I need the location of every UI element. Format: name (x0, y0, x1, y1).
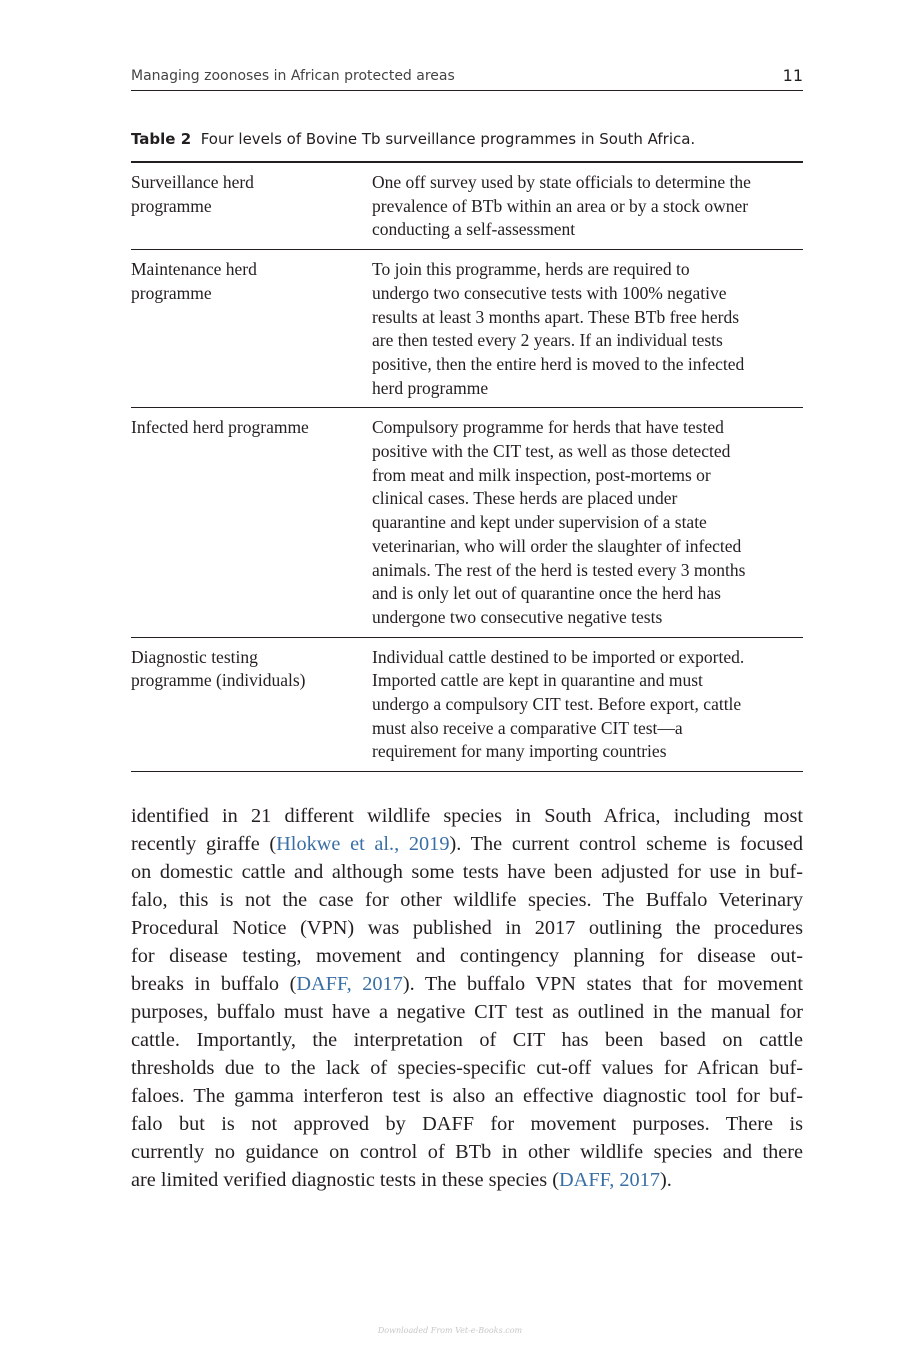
body-text-segment: purposes, buffalo must have a negative CIT test as outlined in the manual for (131, 1001, 803, 1023)
citation-link[interactable]: Hlokwe et al., 2019 (276, 833, 450, 855)
surveillance-table (131, 161, 803, 772)
body-text-segment: ). The current control scheme is focused (449, 833, 803, 855)
body-text-segment: ). The buffalo VPN states that for movement (402, 973, 803, 995)
programme-description-cell (372, 162, 803, 250)
programme-description-line: must also receive a comparative CIT test—a (372, 717, 683, 738)
table-caption-text: Four levels of Bovine Tb surveillance programmes in South Africa. (200, 130, 696, 148)
programme-description-line: and is only let out of quarantine once the herd has (372, 583, 721, 604)
programme-name-line: Diagnostic testing (131, 646, 258, 667)
programme-description-line: conducting a self-assessment (372, 219, 576, 240)
body-line (131, 1026, 803, 1054)
programme-name-line: programme (131, 195, 212, 216)
body-text-segment: falo but is not approved by DAFF for movement purposes. There is (131, 1113, 803, 1135)
programme-description-cell (372, 250, 803, 408)
programme-name-line: programme (131, 282, 212, 303)
programme-description-line: herd programme (372, 377, 489, 398)
programme-description-line: One off survey used by state officials to determine the (372, 172, 751, 192)
table-caption (131, 130, 803, 148)
body-text-segment: Procedural Notice (VPN) was published in 2017 outlining the procedures (131, 917, 803, 939)
citation-link[interactable]: DAFF, 2017 (296, 973, 403, 995)
body-text-segment: currently no guidance on control of BTb in other wildlife species and there (131, 1141, 803, 1163)
programme-description-line: undergo two consecutive tests with 100% negative (372, 282, 727, 303)
programme-description-line: quarantine and kept under supervision of a state (372, 512, 707, 533)
programme-description-line: prevalence of BTb within an area or by a stock owner (372, 195, 749, 216)
body-text-segment: falo, this is not the case for other wildlife species. The Buffalo Veterinary (131, 889, 803, 911)
body-line (131, 970, 803, 998)
table-row (131, 250, 803, 408)
programme-name-line: Maintenance herd (131, 259, 257, 280)
programme-description-line: are then tested every 2 years. If an individual tests (372, 330, 723, 351)
body-line (131, 858, 803, 886)
body-line (131, 830, 803, 858)
body-text-segment: are limited verified diagnostic tests in these species ( (131, 1169, 560, 1191)
body-text-segment: identified in 21 different wildlife species in South Africa, including most (131, 805, 803, 827)
table-row (131, 637, 803, 772)
body-text-segment: recently giraffe ( (131, 833, 277, 855)
download-watermark: Downloaded From Vet-e-Books.com (377, 1326, 523, 1335)
programme-description-line: undergone two consecutive negative tests (372, 606, 663, 627)
programme-description-line: positive with the CIT test, as well as those detected (372, 441, 731, 462)
body-line (131, 1054, 803, 1082)
body-text-segment: cattle. Importantly, the interpretation of CIT has been based on cattle (131, 1029, 803, 1051)
citation-link[interactable]: DAFF, 2017 (559, 1169, 660, 1191)
programme-description-line: Individual cattle destined to be imported or exported. (372, 646, 745, 667)
programme-name-line: Surveillance herd (131, 172, 254, 192)
programme-description-line: Compulsory programme for herds that have tested (372, 417, 724, 438)
body-text-segment: ). (659, 1169, 672, 1191)
programme-description-line: results at least 3 months apart. These BTb free herds (372, 306, 740, 327)
page-number: 11 (782, 66, 803, 85)
programme-description-line: requirement for many importing countries (372, 741, 667, 762)
programme-name-cell (131, 250, 372, 408)
programme-name-cell (131, 408, 372, 637)
programme-description-line: animals. The rest of the herd is tested every 3 months (372, 559, 746, 580)
programme-description-cell (372, 408, 803, 637)
body-line (131, 802, 803, 830)
programme-description-line: Imported cattle are kept in quarantine and must (372, 670, 703, 691)
programme-description-line: To join this programme, herds are required to (372, 259, 690, 280)
body-line (131, 1138, 803, 1166)
body-line (131, 914, 803, 942)
table-caption-label: Table 2 (131, 130, 192, 148)
page-header (131, 64, 803, 91)
table-row (131, 162, 803, 250)
programme-name-cell (131, 637, 372, 772)
body-text-segment: breaks in buffalo ( (131, 973, 297, 995)
programme-name-cell (131, 162, 372, 250)
body-text-segment: on domestic cattle and although some tests have been adjusted for use in buf- (131, 861, 803, 883)
body-line (131, 886, 803, 914)
programme-description-line: veterinarian, who will order the slaughter of infected (372, 535, 742, 556)
programme-description-cell (372, 637, 803, 772)
programme-description-line: undergo a compulsory CIT test. Before export, cattle (372, 694, 742, 715)
body-line (131, 1166, 803, 1194)
programme-description-line: positive, then the entire herd is moved to the infected (372, 353, 745, 374)
body-line (131, 1110, 803, 1138)
body-text-segment: thresholds due to the lack of species-specific cut-off values for African buf- (131, 1057, 803, 1079)
body-line (131, 942, 803, 970)
body-paragraph (131, 802, 803, 1194)
programme-description-line: clinical cases. These herds are placed under (372, 488, 678, 509)
programme-description-line: from meat and milk inspection, post-mortems or (372, 464, 711, 485)
body-line (131, 998, 803, 1026)
table-row (131, 408, 803, 637)
programme-name-line: programme (individuals) (131, 670, 306, 691)
running-title: Managing zoonoses in African protected areas (131, 68, 455, 84)
body-line (131, 1082, 803, 1110)
programme-name-line: Infected herd programme (131, 417, 309, 438)
body-text-segment: for disease testing, movement and contingency planning for disease out- (131, 945, 803, 967)
body-text-segment: faloes. The gamma interferon test is also an effective diagnostic tool for buf- (131, 1085, 803, 1107)
